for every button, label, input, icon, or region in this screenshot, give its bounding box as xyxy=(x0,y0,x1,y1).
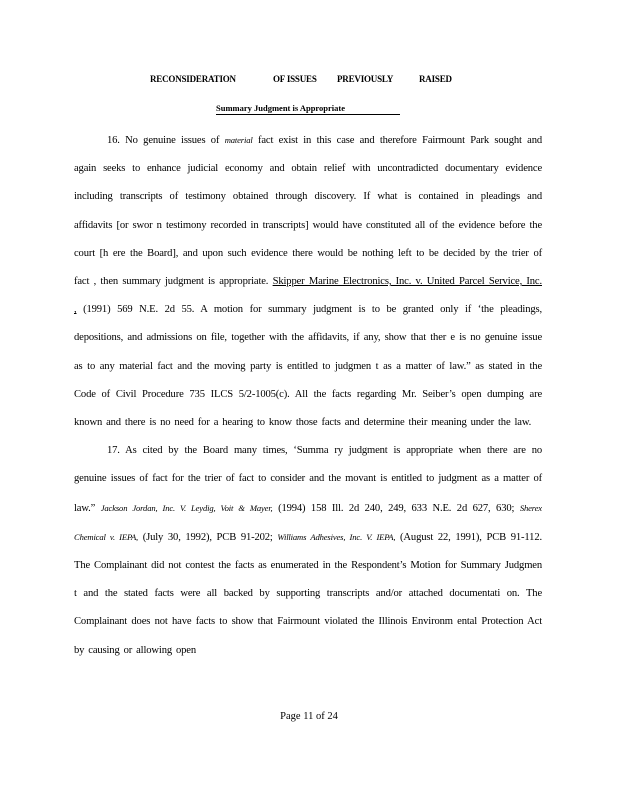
paragraph-text: fact exist in this case and therefore Fairmount Park sought and again seeks to enhance judicial economy and obtain relief with uncontradicted documentary evidence including transcripts of testimony obtained through discovery. If what is contained in pleadings and affidavits [or swor n testimony recorded in transcripts] would have constituted all of the evidence before the court [h ere the Board], and upon such evidence there would be nothing left to be decided by the trier of fact , then summary judgment is appropriate. xyxy=(74,135,542,288)
paragraph-text: 17. As cited by the Board many times, ‘Summa ry judgment is appropriate when there are no genuine issues of fact for the trier of fact to consider and the movant is entitled to judgment as a matter of law.” xyxy=(74,445,542,514)
paragraph-text: 16. No genuine issues of xyxy=(107,135,225,146)
paragraph-text: (July 30, 1992), PCB 91-202; xyxy=(138,531,278,543)
paragraph-text: (August 22, 1991), PCB 91-112. The Complainant did not contest the facts as enumerated in the Respondent’s Motion for Summary Judgmen t and the stated facts were all backed by supporting transcripts and/or attached documentati on. The Complainant does not have facts to show that Fairmount violated the Illinois Environm ental Protection Act by causing or allowing open xyxy=(74,531,542,656)
paragraph-text: (1994) 158 Ill. 2d 240, 249, 633 N.E. 2d 627, 630; xyxy=(272,502,520,514)
heading-word-3: PREVIOUSLY xyxy=(337,74,394,84)
page-number: Page 11 of 24 xyxy=(280,711,338,722)
case-citation: Williams Adhesives, Inc. V. IEPA, xyxy=(277,531,396,542)
paragraph-text: (1991) 569 N.E. 2d 55. A motion for summary judgment is to be granted only if ‘the pleadings, depositions, and admissions on file, together with the affidavits, if any, show that ther e is no genuine issue as to any material fact and the moving party is entitled to judgmen t as a matter of law.” as stated in the Code of Civil Procedure 735 ILCS 5/2-1005(c). All the facts regarding Mr. Seiber’s open dumping are known and there is no need for a hearing to know those facts and determine their meaning under the law. xyxy=(74,304,542,429)
case-citation: Jackson Jordan, Inc. V. Leydig, Voit & Mayer, xyxy=(100,502,273,513)
paragraph-16 xyxy=(74,126,542,437)
heading-word-4: RAISED xyxy=(419,74,452,84)
paragraph-17 xyxy=(74,437,542,665)
document-body xyxy=(74,126,542,665)
case-name-underlined: Skipper Marine Electronics, Inc. v. United Parcel Service, Inc. , xyxy=(74,276,542,316)
case-citation: Sherex Chemical v. IEPA, xyxy=(74,502,542,542)
heading-word-1: RECONSIDERATION xyxy=(150,74,236,84)
section-subheading: Summary Judgment is Appropriate xyxy=(216,103,400,115)
case-citation: material xyxy=(224,135,253,145)
heading-word-2: OF ISSUES xyxy=(273,74,317,84)
